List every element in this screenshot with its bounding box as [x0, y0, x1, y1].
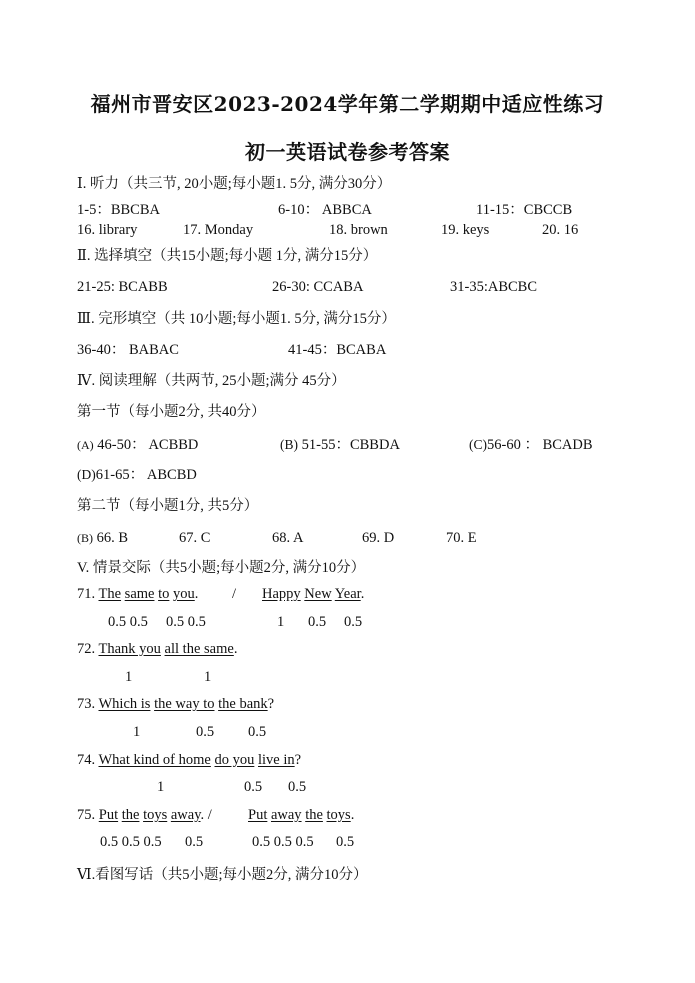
q71-word-new: New	[304, 586, 332, 602]
reading-d-tag: (D)	[77, 467, 96, 482]
q74-phrase-3: live in	[257, 752, 295, 768]
q71-word-to: to	[158, 586, 170, 602]
q74-score-3: 0.5	[288, 779, 307, 795]
q75-score-2: 0.5	[185, 834, 204, 850]
reading-b-tag: (B)	[280, 437, 298, 452]
q72-number: 72.	[77, 641, 96, 657]
question-74	[77, 751, 301, 769]
q71-period: .	[194, 586, 199, 602]
q71-separator: /	[232, 586, 237, 602]
reading-d-answer: 61-65： ABCBD	[95, 467, 197, 483]
question-75-alt	[248, 806, 354, 824]
q72-phrase-2: all the same	[164, 641, 234, 657]
answer-66	[77, 529, 128, 547]
page-title: 福州市晋安区2023-2024学年第二学期期中适应性练习	[90, 92, 605, 116]
section-3-heading: Ⅲ. 完形填空（共 10小题;每小题1. 5分, 满分15分）	[77, 311, 396, 327]
q73-score-1: 1	[133, 724, 141, 740]
q71-score-5: 0.5	[344, 614, 363, 630]
page-subtitle: 初一英语试卷参考答案	[245, 140, 450, 164]
reading-d	[77, 466, 197, 484]
q75-word-the-2: the	[305, 807, 323, 823]
q75-score-1: 0.5 0.5 0.5	[100, 834, 162, 850]
answer-19: 19. keys	[441, 222, 490, 238]
section-6-heading: Ⅵ.看图写话（共5小题;每小题2分, 满分10分）	[77, 867, 368, 883]
q75-word-away-2: away	[270, 807, 302, 823]
reading-a-answer: 46-50： ACBBD	[97, 437, 199, 453]
answer-21-25: 21-25: BCABB	[77, 279, 168, 295]
answer-18: 18. brown	[329, 222, 388, 238]
q72-phrase-1: Thank you	[98, 641, 161, 657]
q75-word-the: the	[121, 807, 140, 823]
answer-41-45: 41-45：BCABA	[288, 342, 387, 358]
q75-word-put-2: Put	[248, 807, 268, 823]
question-75	[77, 806, 212, 824]
reading-a	[77, 436, 198, 454]
q73-score-3: 0.5	[248, 724, 267, 740]
section-4-heading: Ⅳ. 阅读理解（共两节, 25小题;满分 45分）	[77, 373, 346, 389]
answer-11-15: 11-15：CBCCB	[476, 202, 573, 218]
q72-period: .	[233, 641, 238, 657]
section-1-heading: Ⅰ. 听力（共三节, 20小题;每小题1. 5分, 满分30分）	[77, 176, 392, 192]
q73-number: 73.	[77, 696, 96, 712]
q71-period-2: .	[360, 586, 365, 602]
section-2-heading: Ⅱ. 选择填空（共15小题;每小题 1分, 满分15分）	[77, 248, 378, 264]
q75-word-toys-2: toys	[326, 807, 351, 823]
reading-b	[280, 436, 400, 454]
reading-b-answer: 51-55：CBBDA	[301, 437, 400, 453]
q71-score-2: 0.5 0.5	[166, 614, 206, 630]
q72-score-1: 1	[125, 669, 133, 685]
part-2-tag: (B)	[77, 531, 93, 545]
q74-phrase-2: do you	[214, 752, 255, 768]
q71-score-4: 0.5	[308, 614, 327, 630]
q75-word-toys: toys	[143, 807, 168, 823]
q75-score-3: 0.5 0.5 0.5	[252, 834, 314, 850]
section-4-part-2-heading: 第二节（每小题1分, 共5分）	[77, 498, 259, 514]
answer-68: 68. A	[272, 530, 304, 546]
reading-c-tag: (C)	[469, 437, 487, 452]
answer-26-30: 26-30: CCABA	[272, 279, 364, 295]
answer-69: 69. D	[362, 530, 395, 546]
reading-a-tag: (A)	[77, 438, 94, 452]
q74-number: 74.	[77, 752, 96, 768]
q73-phrase-1: Which is	[98, 696, 151, 712]
answer-36-40: 36-40： BABAC	[77, 342, 179, 358]
q73-phrase-2: the way to	[154, 696, 215, 712]
answer-67: 67. C	[179, 530, 211, 546]
answer-66-text: 66. B	[96, 530, 129, 546]
answer-31-35: 31-35:ABCBC	[450, 279, 538, 295]
q71-word-same: same	[124, 586, 155, 602]
answer-17: 17. Monday	[183, 222, 254, 238]
q74-phrase-1: What kind of home	[98, 752, 211, 768]
q75-word-put: Put	[98, 807, 119, 823]
answer-1-5: 1-5：BBCBA	[77, 202, 160, 218]
q71-word-the: The	[98, 586, 122, 602]
answer-6-10: 6-10： ABBCA	[278, 202, 372, 218]
q71-word-you: you	[173, 586, 195, 602]
question-71	[77, 585, 198, 603]
reading-c-answer: 56-60 ： BCADB	[487, 437, 593, 453]
q75-score-4: 0.5	[336, 834, 355, 850]
q75-word-away: away	[170, 807, 201, 823]
question-73	[77, 695, 274, 713]
q74-score-1: 1	[157, 779, 165, 795]
q75-period: .	[350, 807, 355, 823]
answer-20: 20. 16	[542, 222, 579, 238]
q75-number: 75.	[77, 807, 96, 823]
answer-16: 16. library	[77, 222, 138, 238]
section-4-part-1-heading: 第一节（每小题2分, 共40分）	[77, 404, 266, 420]
q71-word-happy: Happy	[262, 586, 301, 602]
question-71-alt	[262, 585, 364, 603]
q74-score-2: 0.5	[244, 779, 263, 795]
q73-phrase-3: the bank	[218, 696, 268, 712]
q71-word-year: Year	[334, 586, 361, 602]
q72-score-2: 1	[204, 669, 212, 685]
q71-score-3: 1	[277, 614, 285, 630]
q71-score-1: 0.5 0.5	[108, 614, 148, 630]
q75-separator: . /	[200, 807, 212, 823]
answer-70: 70. E	[446, 530, 477, 546]
q71-number: 71.	[77, 586, 96, 602]
q73-score-2: 0.5	[196, 724, 215, 740]
reading-c	[469, 436, 593, 454]
section-5-heading: V. 情景交际（共5小题;每小题2分, 满分10分）	[77, 560, 366, 576]
q74-question-mark: ?	[294, 752, 302, 768]
question-72	[77, 640, 237, 658]
q73-question-mark: ?	[267, 696, 275, 712]
